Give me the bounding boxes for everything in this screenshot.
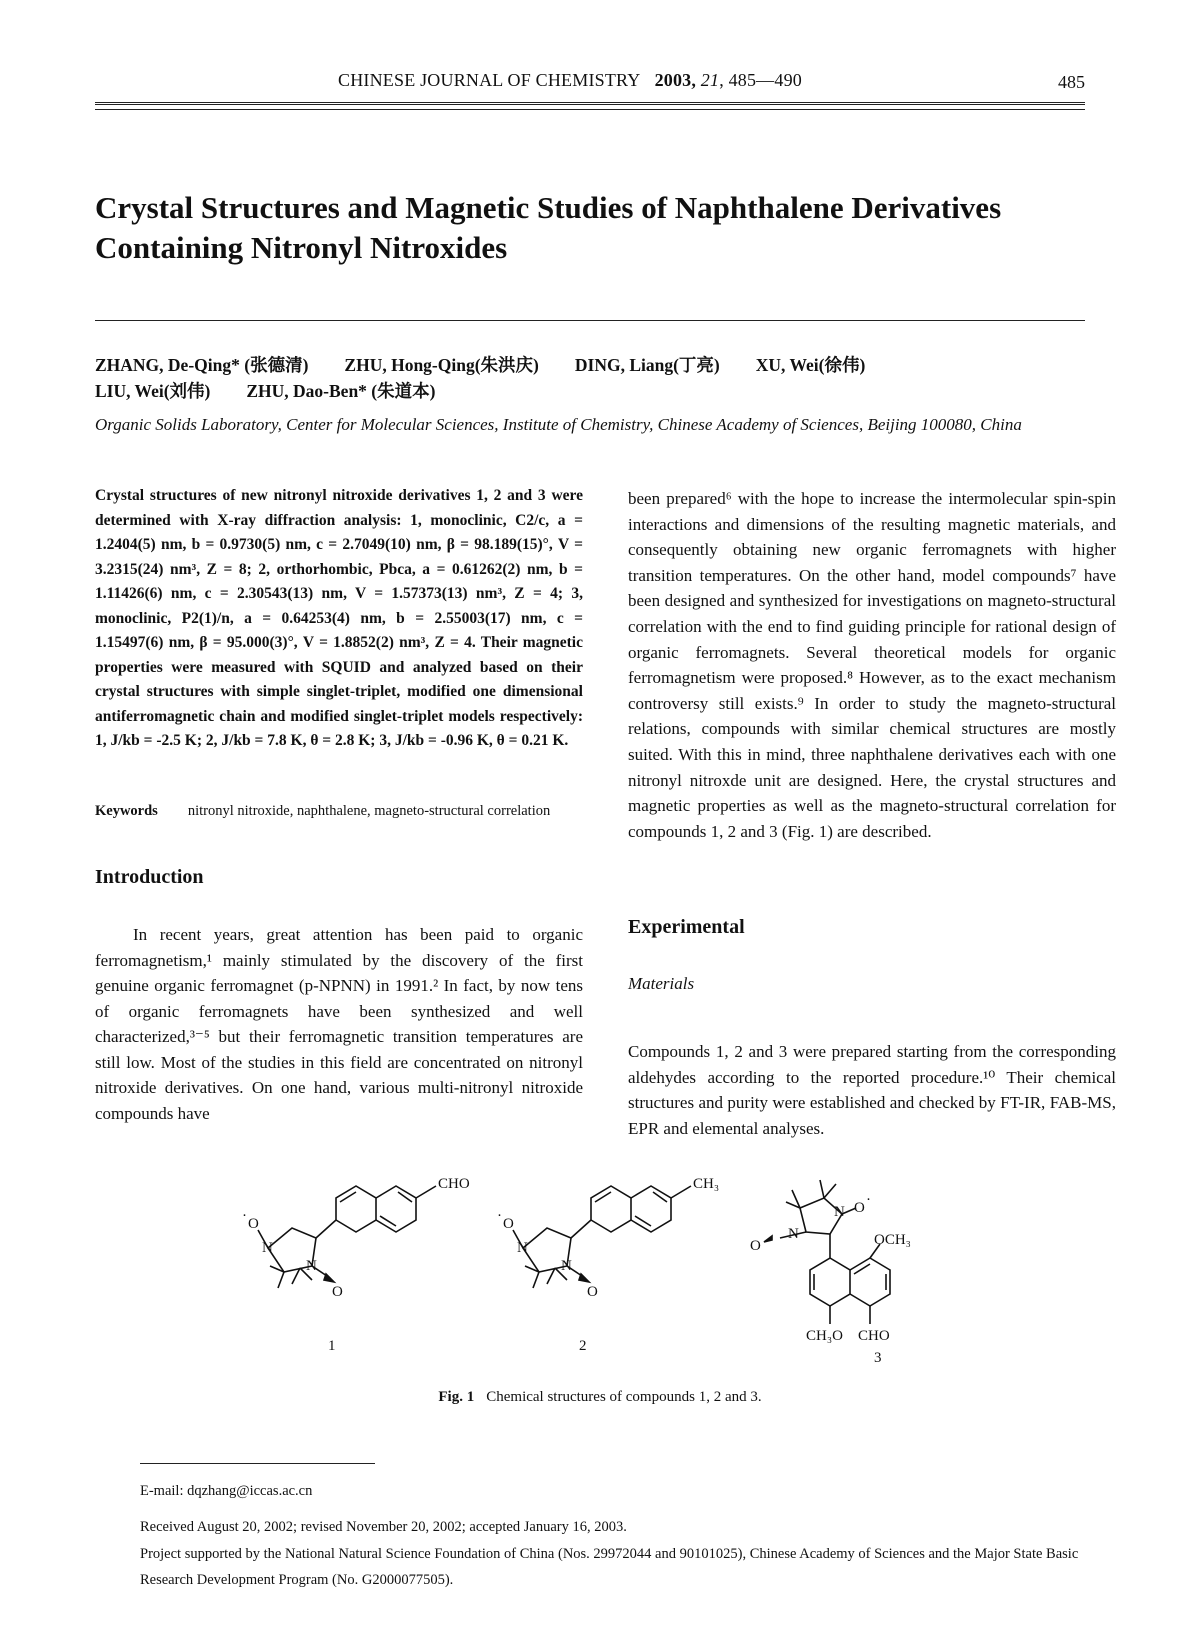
n-label: N	[262, 1240, 273, 1256]
oxide-o-label: O	[332, 1284, 343, 1300]
oxide-o-label: O	[587, 1284, 598, 1300]
figure-caption-label: Fig. 1	[438, 1389, 475, 1405]
introduction-heading: Introduction	[95, 866, 204, 888]
radical-dot: ·	[866, 1192, 871, 1208]
compound-1-number: 1	[328, 1338, 336, 1354]
journal-pages: , 485—490	[719, 70, 802, 90]
compound-1-structure	[258, 1186, 436, 1288]
footnote-rule	[140, 1463, 375, 1464]
materials-body	[628, 1022, 1116, 1158]
article-title: Crystal Structures and Magnetic Studies of Naphthalene Derivatives Containing Nitronyl Nitroxides	[95, 190, 1002, 265]
experimental-heading: Experimental	[628, 916, 745, 938]
author-list	[95, 352, 1095, 404]
author: ZHANG, De-Qing* (张德清)	[95, 355, 309, 375]
title-rule	[95, 320, 1085, 321]
abstract: Crystal structures of new nitronyl nitroxide derivatives 1, 2 and 3 were determined with X-ray diffraction analysis: 1, monoclinic, C2/c, a = 1.2404(5) nm, b = 0.9730(5) nm, c = 2.7049(10) nm, β = 98.189(15)°, V = 3.2315(24) nm³, Z = 8; 2, orthorhombic, Pbca, a = 0.61262(2) nm, b = 1.11426(6) nm, c = 2.30543(13) nm, V = 1.57373(13) nm³, Z = 4; 3, monoclinic, P2(1)/n, a = 0.64253(4) nm, b = 2.55003(17) nm, c = 1.15497(6) nm, β = 95.000(3)°, V = 1.8852(2) nm³, Z = 4. Their magnetic properties were measured with SQUID and analyzed based on their crystal structures with simple singlet-triplet, modified one dimensional antiferromagnetic chain and modified singlet-triplet models respectively: 1, J/kb = -2.5 K; 2, J/kb = 7.8 K, θ = 2.8 K; 3, J/kb = -0.96 K, θ = 0.21 K.	[95, 487, 583, 749]
author: ZHU, Dao-Ben* (朱道本)	[246, 381, 436, 401]
n-label: N	[788, 1226, 799, 1242]
journal-citation	[338, 70, 802, 91]
affiliation: Organic Solids Laboratory, Center for Molecular Sciences, Institute of Chemistry, Chinese Academy of Sciences, Beijing 100080, China	[95, 415, 1022, 434]
header-rule	[95, 102, 1085, 110]
footnote-received: Received August 20, 2002; revised November 20, 2002; accepted January 16, 2003.	[140, 1519, 627, 1535]
journal-volume: 21	[700, 70, 720, 90]
radical-o-label: O	[503, 1216, 514, 1232]
keywords-text: nitronyl nitroxide, naphthalene, magneto-structural correlation	[187, 803, 551, 819]
n-label: N	[561, 1258, 572, 1274]
oxide-o-label: O	[750, 1238, 761, 1254]
page-number: 485	[1058, 72, 1085, 92]
materials-subheading: Materials	[628, 974, 695, 993]
author: DING, Liang(丁亮)	[574, 355, 720, 375]
materials-paragraph: Compounds 1, 2 and 3 were prepared starting from the corresponding aldehydes according to the reported procedure.¹⁰ Their chemical structures and purity were established and checked by FT-IR, FAB-MS, EPR and elemental analyses.	[628, 1042, 1116, 1138]
introduction-body	[95, 922, 583, 1126]
figure-chemical-structures	[240, 1168, 970, 1378]
n-label: N	[306, 1258, 317, 1274]
compound-2-number: 2	[579, 1338, 587, 1354]
compound-2-structure	[513, 1186, 691, 1288]
compound-3-och3-label: OCH₃	[874, 1232, 911, 1248]
author: ZHU, Hong-Qing(朱洪庆)	[344, 355, 539, 375]
compound-3-ch3o-label: CH₃O	[806, 1328, 843, 1344]
radical-o-label: O	[248, 1216, 259, 1232]
journal-year: 2003,	[654, 70, 697, 90]
compound-2-ch3-label: CH₃	[693, 1176, 720, 1192]
keywords	[95, 800, 583, 822]
figure-caption-text: Chemical structures of compounds 1, 2 and 3.	[486, 1389, 762, 1405]
journal-name: CHINESE JOURNAL OF CHEMISTRY	[338, 70, 641, 90]
compound-1-cho-label: CHO	[438, 1176, 470, 1192]
author: XU, Wei(徐伟)	[755, 355, 866, 375]
footnote-email: E-mail: dqzhang@iccas.ac.cn	[140, 1483, 313, 1499]
introduction-paragraph: In recent years, great attention has been paid to organic ferromagnetism,¹ mainly stimulated by the discovery of the first genuine organic ferromagnet (p-NPNN) in 1991.² In fact, by now tens of organic ferromagnets have been synthesized and well characterized,³⁻⁵ but their ferromagnetic transition temperatures are still low. Most of the studies in this field are concentrated on nitronyl nitroxide derivatives. On one hand, various multi-nitronyl nitroxide compounds have	[95, 925, 583, 1123]
n-label: N	[834, 1204, 845, 1220]
right-column-body: been prepared⁶ with the hope to increase the intermolecular spin-spin interactions and dimensions of the resulting magnetic materials, and consequently obtaining new organic ferromagnets with higher transition temperatures. On the other hand, model compounds⁷ have been designed and synthesized for investigations on magneto-structural correlation with the end to find guiding principle for rational design of organic ferromagnets. Several theoretical models for organic ferromagnetism were proposed.⁸ However, as to the exact mechanism controversy still exists.⁹ In order to study the magneto-structural relations, compounds with similar chemical structures are mostly suited. With this in mind, three naphthalene derivatives each with one nitronyl nitroxde unit are designed. Here, the crystal structures and magnetic properties as well as the magneto-structural correlation for compounds 1, 2 and 3 (Fig. 1) are described.	[628, 489, 1116, 841]
n-label: N	[517, 1240, 528, 1256]
author: LIU, Wei(刘伟)	[95, 381, 211, 401]
radical-dot: ·	[497, 1208, 502, 1224]
radical-o-label: O	[854, 1200, 865, 1216]
compound-3-number: 3	[874, 1350, 882, 1366]
radical-dot: ·	[242, 1208, 247, 1224]
running-header	[95, 68, 1085, 98]
compound-3-cho-label: CHO	[858, 1328, 890, 1344]
figure-caption	[100, 1389, 1100, 1406]
footnote-funding: Project supported by the National Natural Science Foundation of China (Nos. 29972044 and 90101025), Chinese Academy of Sciences and the Major State Basic Research Development Program (No. G2000077505).	[140, 1546, 1079, 1588]
compound-3-structure	[764, 1180, 890, 1324]
keywords-label: Keywords	[95, 803, 158, 819]
